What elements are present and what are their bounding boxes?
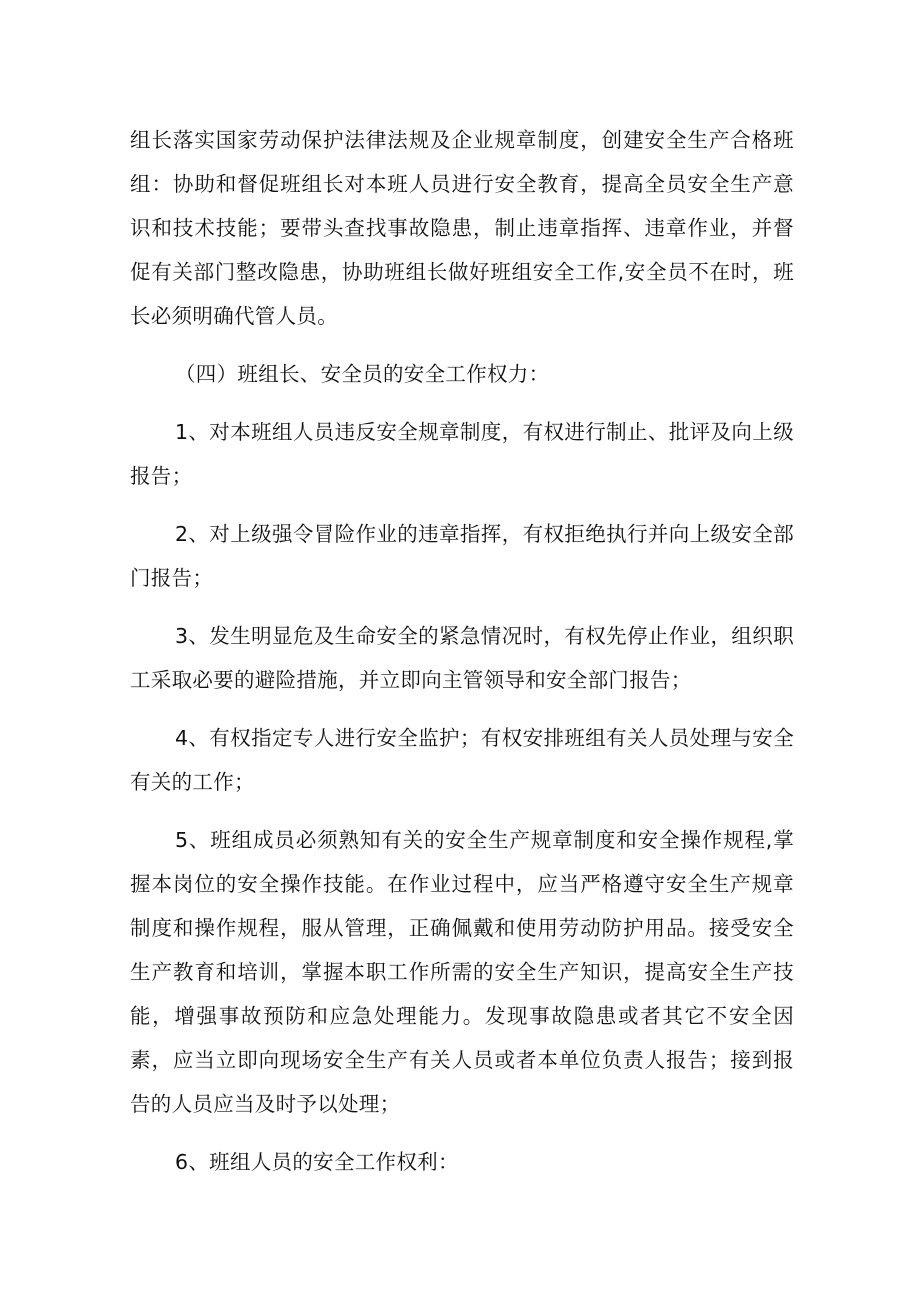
list-item-4: 4、有权指定专人进行安全监护；有权安排班组有关人员处理与安全有关的工作； <box>130 726 794 794</box>
document-body <box>130 118 794 1184</box>
list-item-2: 2、对上级强令冒险作业的违章指挥，有权拒绝执行并向上级安全部门报告； <box>130 522 794 590</box>
section-heading-safety-powers: （四）班组长、安全员的安全工作权力： <box>175 362 550 386</box>
list-item-6: 6、班组人员的安全工作权利： <box>175 1150 459 1174</box>
list-item-5: 5、班组成员必须熟知有关的安全生产规章制度和安全操作规程,掌握本岗位的安全操作技能。在作业过程中，应当严格遵守安全生产规章制度和操作规程，服从管理，正确佩戴和使用劳动防护用品。接受安全生产教育和培训，掌握本职工作所需的安全生产知识，提高安全生产技能，增强事故预防和应急处理能力。发现事故隐患或者其它不安全因素，应当立即向现场安全生产有关人员或者本单位负责人报告；接到报告的人员应当及时予以处理； <box>130 828 794 1116</box>
list-item-3: 3、发生明显危及生命安全的紧急情况时，有权先停止作业，组织职工采取必要的避险措施，并立即向主管领导和安全部门报告； <box>130 624 794 692</box>
list-item-1: 1、对本班组人员违反安全规章制度，有权进行制止、批评及向上级报告； <box>130 420 794 488</box>
paragraph-team-leader-duties: 组长落实国家劳动保护法律法规及企业规章制度，创建安全生产合格班组：协助和督促班组长对本班人员进行安全教育，提高全员安全生产意识和技术技能；要带头查找事故隐患，制止违章指挥、违章作业，并督促有关部门整改隐患，协助班组长做好班组安全工作,安全员不在时，班长必须明确代管人员。 <box>130 128 794 328</box>
